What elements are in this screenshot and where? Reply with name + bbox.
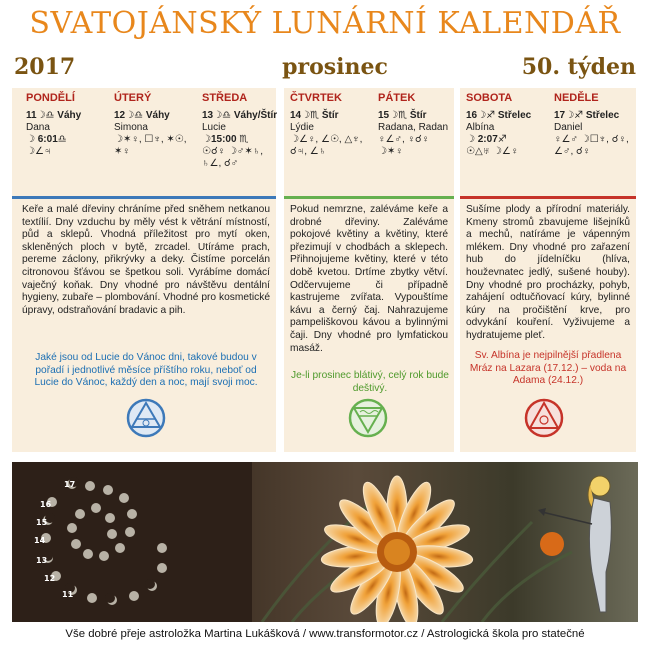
calendar-title: SVATOJÁNSKÝ LUNÁRNÍ KALENDÁŘ (29, 6, 621, 41)
month-label: prosinec (282, 54, 388, 80)
day-aspects: ☽✶♀, ☐♆, ✶☉, ✶♀ (114, 134, 187, 157)
day-aspects: ☽∠♃ (26, 146, 52, 157)
day-thursday (290, 92, 372, 158)
air-saying: Jaké jsou od Lucie do Vánoc dni, takové budou v pořadí i jednotlivé měsíce příštího roku, neboť od Lucie do Vánoc, každý den a noc, mají svoji moc. (34, 352, 258, 389)
footer-credits: Vše dobré přeje astroložka Martina Lukášková / www.transformotor.cz / Astrologická škola pro statečné (65, 628, 585, 640)
year-label: 2017 (14, 54, 76, 80)
day-moon-sign: 17☽♐ Střelec (554, 110, 620, 121)
day-moon-sign: 15☽♏ Štír (378, 110, 427, 121)
day-moon-sign: 14☽♏ Štír (290, 110, 339, 121)
day-name: ÚTERÝ (114, 92, 152, 104)
moon-day-12: 12 (44, 574, 56, 583)
fire-triangle-icon (524, 398, 564, 438)
moon-day-16: 16 (40, 500, 52, 509)
day-name: PÁTEK (378, 92, 416, 104)
day-tuesday (114, 92, 198, 158)
earth-saying: Je-li prosinec blátivý, celý rok bude deštivý. (291, 370, 449, 394)
moon-day-13: 13 (36, 556, 48, 565)
day-nameday: Dana (26, 122, 50, 133)
day-moon-sign: 16☽♐ Střelec (466, 110, 532, 121)
moon-day-11: 11 (62, 590, 74, 599)
earth-days-advice: Pokud nemrzne, zaléváme keře a drobné dřeviny. Zaléváme pokojové květiny a květiny, které přezimují v chodbách a sklepech. Přihnojujeme květiny, které v této době kvetou. Drtíme zbytky větví. Odčervujeme či případně kastrujeme zvířata. Vypouštíme kávu a černý čaj. Nahrazujeme pampeliškovou kávou a bylinnými čaji. Dny vhodné pro lymfatickou masáž. (290, 204, 448, 354)
day-moon-sign: 11☽♎ Váhy (26, 110, 82, 121)
fire-saying: Sv. Albína je nejpilnější přadlena Mráz na Lazara (17.12.) – voda na Adama (24.12.) (469, 350, 627, 387)
day-moon-ingress: ☽ 2:07♐ (466, 134, 507, 145)
day-moon-ingress: ☽ 6:01♎ (26, 134, 67, 145)
day-name: NEDĚLE (554, 92, 599, 104)
earth-triangle-icon (348, 398, 388, 438)
day-nameday: Radana, Radan (378, 122, 449, 133)
moon-day-15: 15 (36, 518, 48, 527)
day-nameday: Simona (114, 122, 148, 133)
day-nameday: Lýdie (290, 122, 314, 133)
day-friday (378, 92, 450, 158)
day-aspects: ☉☌♀ ☽♂✶♄, ♄∠, ☌♂ (202, 146, 264, 169)
day-monday (26, 92, 114, 158)
day-name: SOBOTA (466, 92, 513, 104)
day-name: PONDĚLÍ (26, 92, 75, 104)
moon-day-17: 17 (64, 480, 76, 489)
moon-and-flower-photo (12, 462, 638, 622)
week-label: 50. týden (521, 54, 636, 80)
day-nameday: Lucie (202, 122, 226, 133)
day-wednesday (202, 92, 278, 170)
air-divider (12, 196, 276, 199)
day-sunday (554, 92, 636, 158)
day-nameday: Albína (466, 122, 495, 133)
day-moon-ingress: ☽15:00 ♏ (202, 134, 249, 145)
day-moon-sign: 13☽♎ Váhy/Štír (202, 110, 278, 121)
day-nameday: Daniel (554, 122, 583, 133)
day-name: STŘEDA (202, 92, 248, 104)
day-aspects: ♀∠♂, ♀☌♀ ☽✶♀ (378, 134, 430, 157)
fire-days-advice: Sušíme plody a přírodní materiály. Kmeny stromů zbavujeme lišejníků a mechů, natíráme je vápenným mlékem. Dny vhodné pro zařazení hub do jídelníčku (hlíva, houževnatec jedlý, sušené houby). Dny vhodné pro procházky, pohyb, zahájení odtučňovací kúry, bylinné kúry na pročištění krve, pro odvykání kouření. Vyživujeme a hydratujeme pleť. (466, 204, 630, 341)
day-name: ČTVRTEK (290, 92, 342, 104)
air-triangle-icon (126, 398, 166, 438)
day-aspects: ☽∠♀, ∠☉, △♆, ☌♃, ∠♄ (290, 134, 363, 157)
day-aspects: ♀∠♂ ☽☐♆, ☌♀, ∠♂, ☌♀ (554, 134, 629, 157)
earth-divider (284, 196, 454, 199)
day-moon-sign: 12☽♎ Váhy (114, 110, 170, 121)
day-saturday (466, 92, 550, 158)
moon-day-14: 14 (34, 536, 46, 545)
air-days-advice: Keře a malé dřeviny chráníme před sněhem netkanou textílií. Dny vzduchu by měly vést k větrání místností, půd a sklepů. Vhodná příležitost pro mytí oken, skleněných ploch v bytě, zrcadel. Utíráme prach, pereme záclony, přikrývky a deky. Čistíme porcelán citronovou šťávou se špetkou soli. Vyrábíme domácí vaječný koňak. Dny vhodné pro návštěvu dentální hygieny, zubaře – plombování. Vhodné pro kosmetické úpravy, odstraňování bradavic a pih. (22, 204, 270, 316)
day-aspects: ☉△♅ ☽∠♀ (466, 146, 519, 157)
fire-divider (460, 196, 636, 199)
